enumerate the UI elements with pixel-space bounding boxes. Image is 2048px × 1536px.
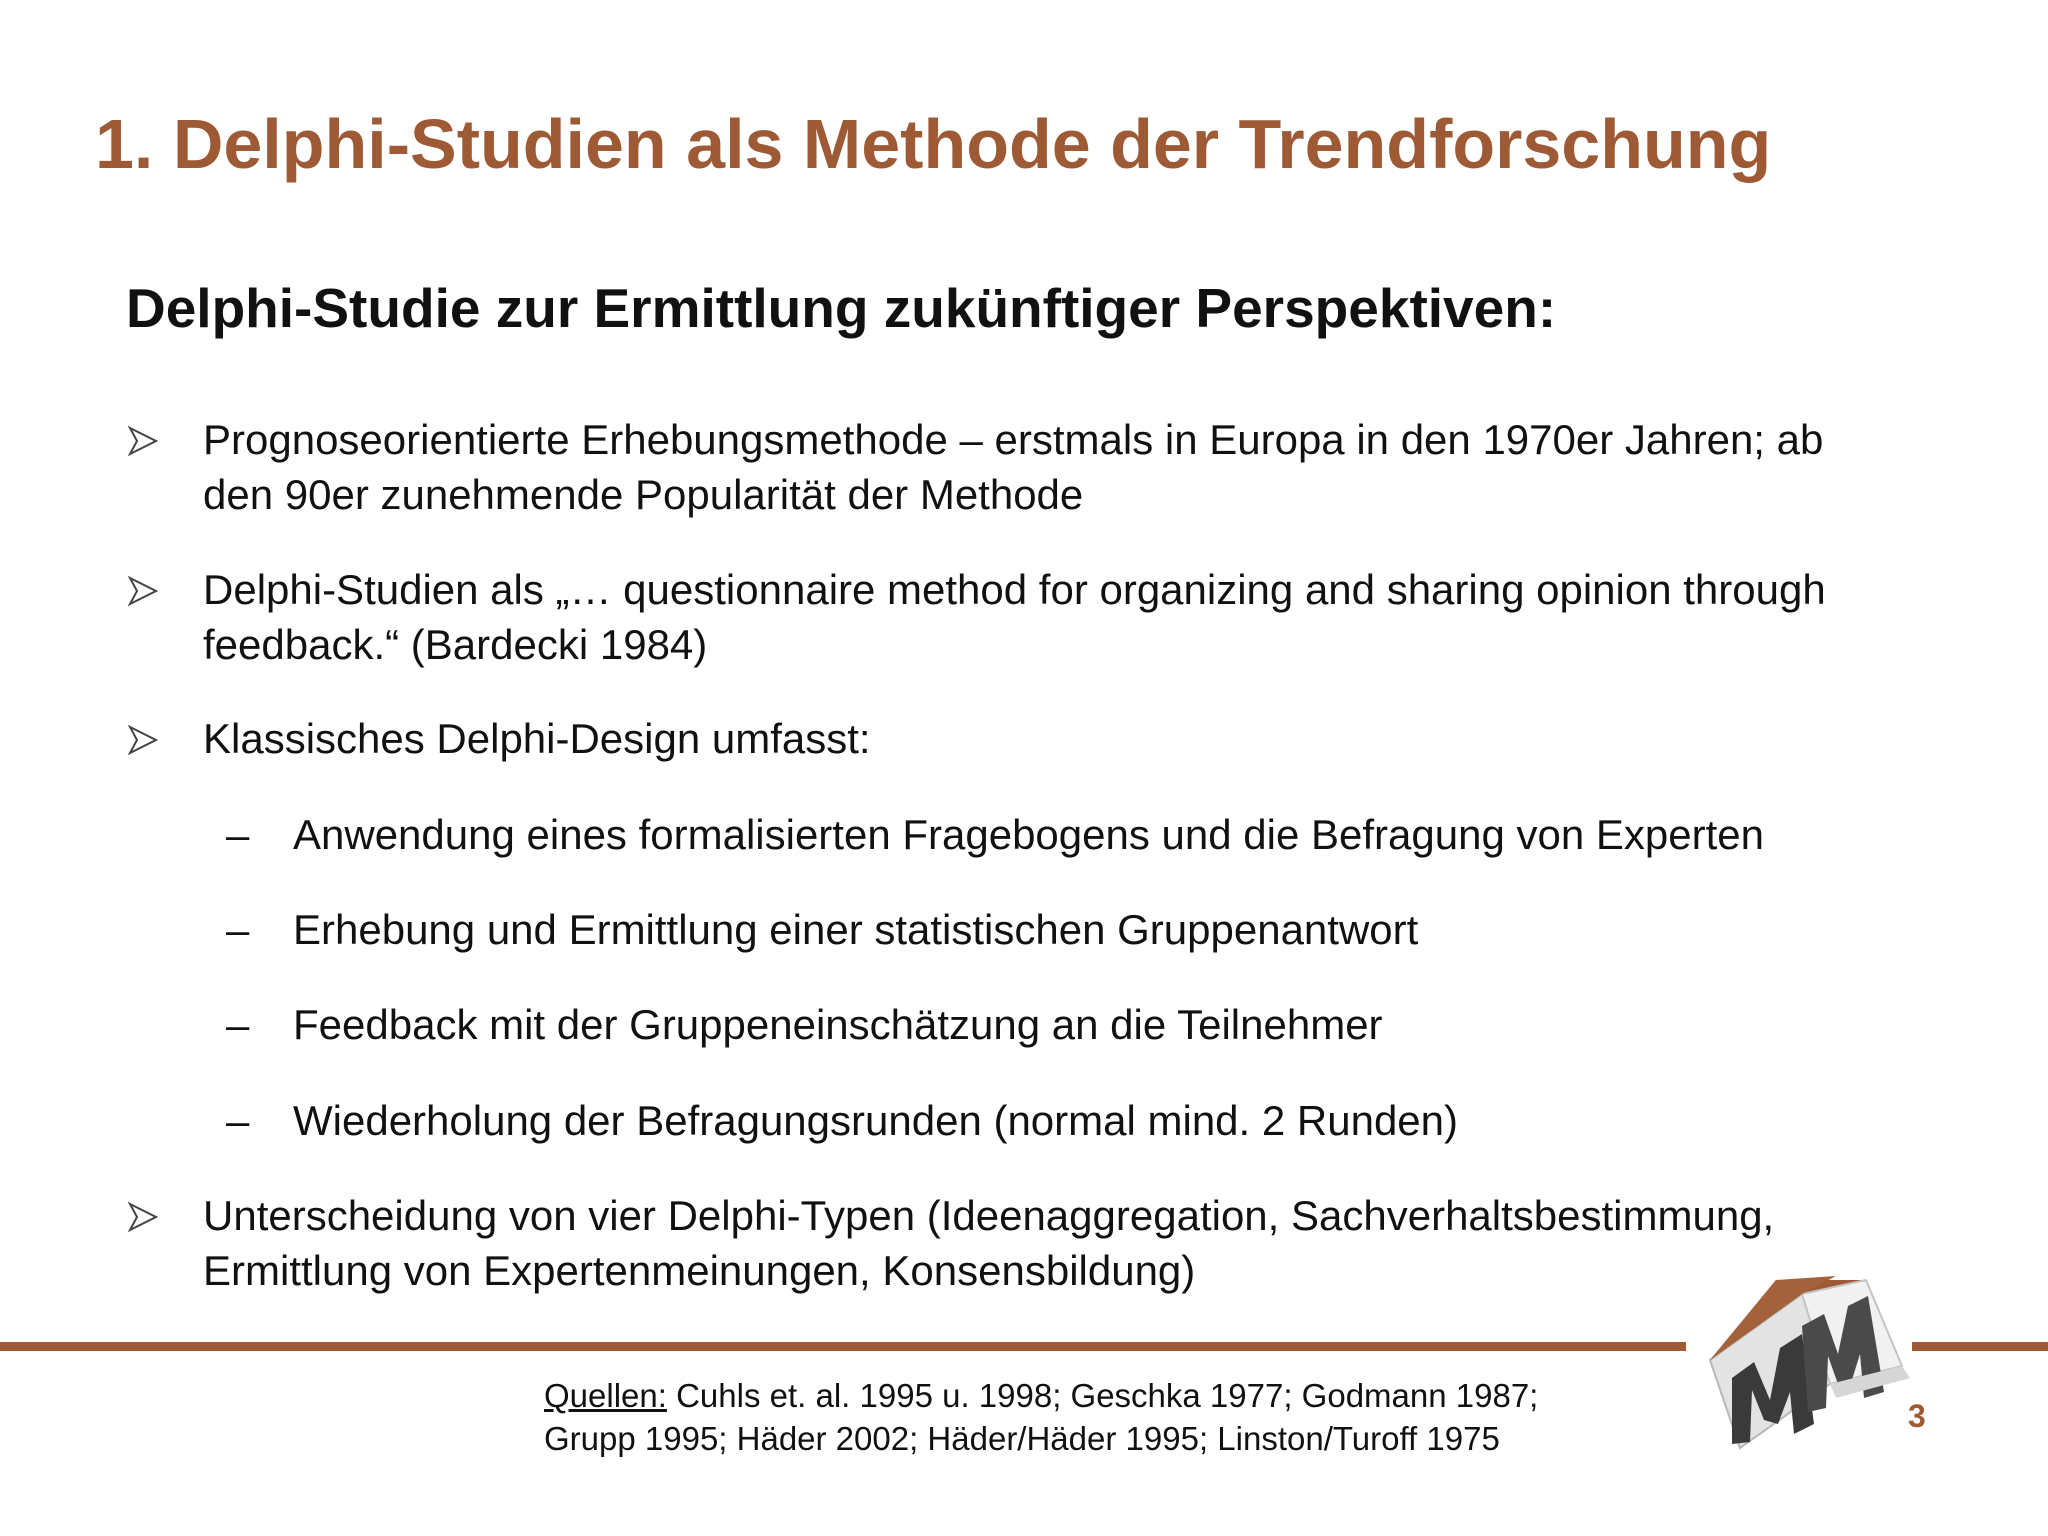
- arrowhead-bullet-icon: [128, 426, 158, 456]
- bullet-text-line: feedback.“ (Bardecki 1984): [203, 621, 708, 668]
- bullet-text-line: Delphi-Studien als „… questionnaire method for organizing and sharing opinion through: [203, 566, 1826, 613]
- sub-bullet-text: Wiederholung der Befragungsrunden (normal mind. 2 Runden): [293, 1097, 1459, 1144]
- slide-title: 1. Delphi-Studien als Methode der Trendforschung: [95, 105, 1772, 183]
- bullet-text-line: Ermittlung von Expertenmeinungen, Konsensbildung): [203, 1247, 1196, 1294]
- sources-block: [544, 1374, 1538, 1460]
- dash-bullet: –: [226, 1001, 250, 1048]
- slide-subtitle: Delphi-Studie zur Ermittlung zukünftiger Perspektiven:: [126, 277, 1557, 339]
- dash-bullet: –: [226, 1097, 250, 1144]
- arrowhead-bullet-icon: [128, 1202, 158, 1232]
- bullet-text-line: Unterscheidung von vier Delphi-Typen (Ideenaggregation, Sachverhaltsbestimmung,: [203, 1192, 1775, 1239]
- sources-text: Cuhls et. al. 1995 u. 1998; Geschka 1977; Godmann 1987;: [666, 1377, 1539, 1414]
- sources-label: Quellen:: [544, 1377, 667, 1414]
- sub-bullet-text: Anwendung eines formalisierten Fragebogens und die Befragung von Experten: [293, 811, 1764, 858]
- mm-cube-logo-icon: [1706, 1274, 1912, 1458]
- page-number: 3: [1908, 1398, 1926, 1434]
- arrowhead-bullet-icon: [128, 576, 158, 606]
- arrowhead-bullet-icon: [128, 725, 158, 755]
- dash-bullet: –: [226, 906, 250, 953]
- bullet-text-line: Klassisches Delphi-Design umfasst:: [203, 715, 871, 762]
- sources-line-2: Grupp 1995; Häder 2002; Häder/Häder 1995; Linston/Turoff 1975: [544, 1420, 1500, 1457]
- footer-rule-right: [1912, 1342, 2048, 1351]
- bullet-text-line: Prognoseorientierte Erhebungsmethode – erstmals in Europa in den 1970er Jahren; ab: [203, 416, 1824, 463]
- sub-bullet-text: Erhebung und Ermittlung einer statistischen Gruppenantwort: [293, 906, 1419, 953]
- sub-bullet-text: Feedback mit der Gruppeneinschätzung an die Teilnehmer: [293, 1001, 1383, 1048]
- bullet-text-line: den 90er zunehmende Popularität der Methode: [203, 471, 1084, 518]
- sources-line-1: [544, 1374, 1538, 1417]
- footer-rule-left: [0, 1342, 1686, 1351]
- dash-bullet: –: [226, 811, 250, 858]
